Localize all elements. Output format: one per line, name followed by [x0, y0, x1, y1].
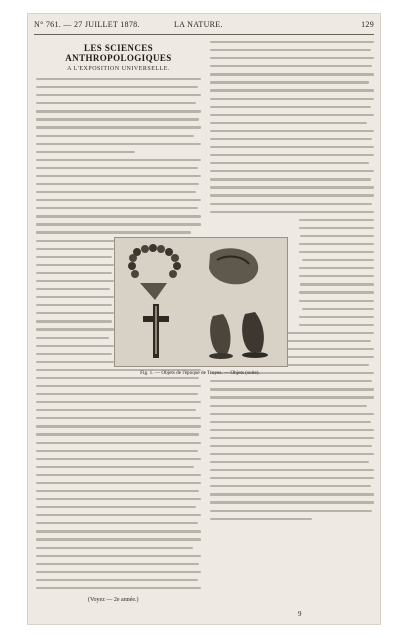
newspaper-page [28, 14, 380, 624]
engraving-illustration [115, 238, 287, 366]
journal-name: LA NATURE. [174, 20, 223, 29]
figure-caption: Fig. 1. — Objets de l'époque de Troyes. — Objets (suite). [140, 370, 260, 376]
issue-number: N° 761. — 27 JUILLET 1878. [34, 20, 140, 29]
footer-note: (Voyez — 2e année.) [88, 597, 139, 603]
signature-mark: 9 [298, 610, 302, 618]
article-subtitle: A L'EXPOSITION UNIVERSELLE. [67, 66, 170, 72]
header-rule [34, 34, 374, 35]
page-number: 129 [361, 20, 374, 29]
page-header [34, 20, 374, 34]
engraving-figure [114, 237, 288, 367]
article-title: LES SCIENCES ANTHROPOLOGIQUES [65, 43, 172, 63]
